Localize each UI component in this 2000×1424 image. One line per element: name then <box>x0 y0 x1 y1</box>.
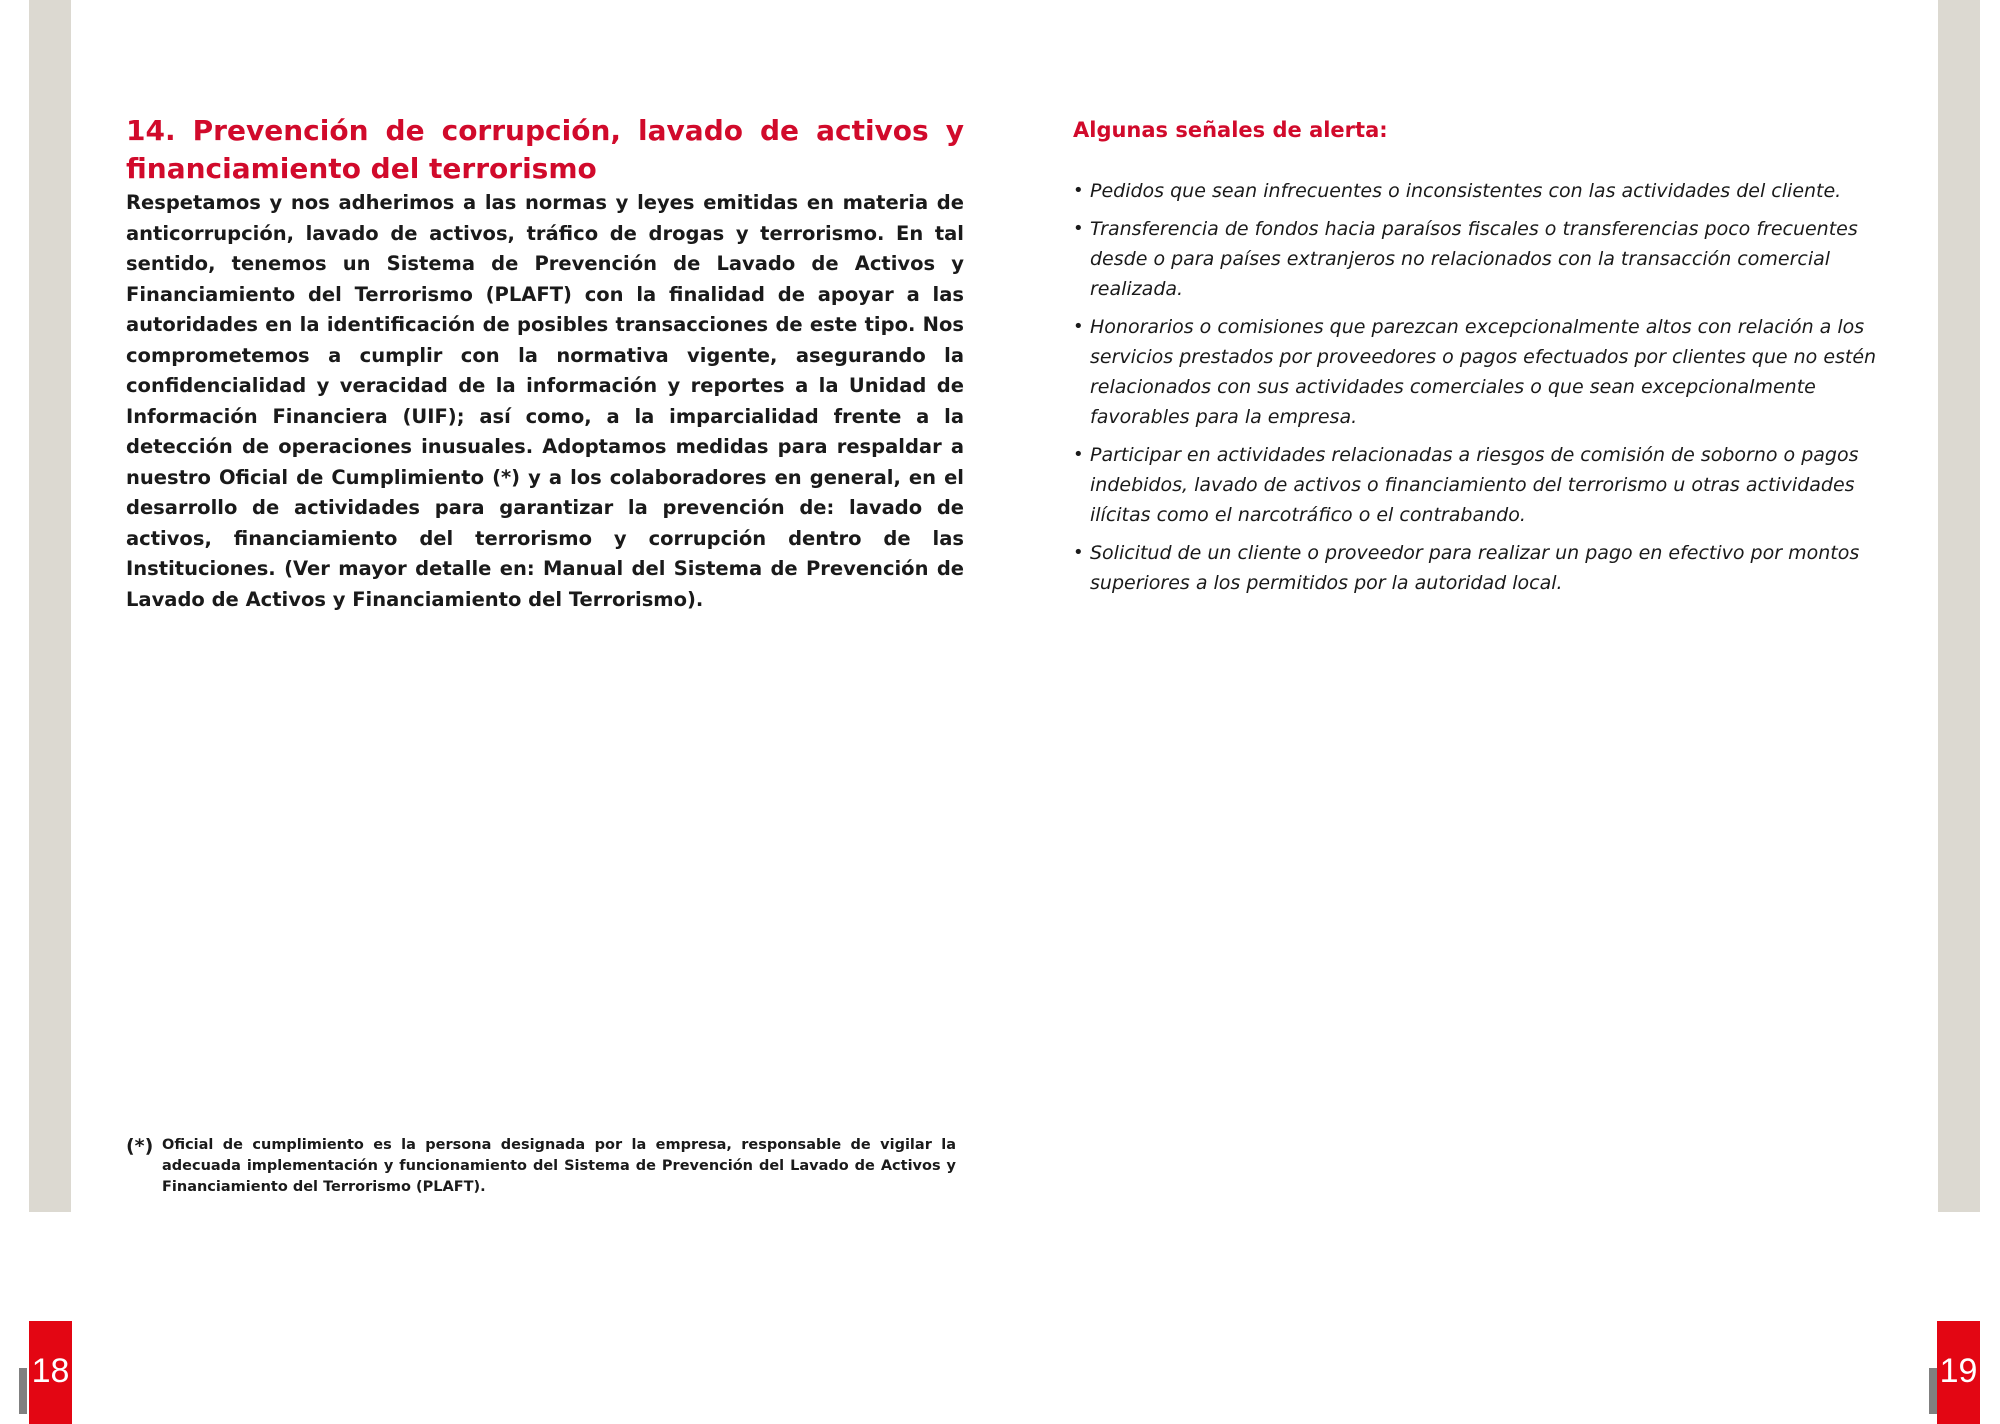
left-page-number-tick <box>19 1368 27 1414</box>
alert-item-text: Transferencia de fondos hacia paraísos fiscales o transferencias poco frecuentes desde o para países extranjeros no relacionados con la transacción comercial realizada. <box>1090 218 1858 300</box>
alert-item-text: Honorarios o comisiones que parezcan excepcionalmente altos con relación a los servicios prestados por proveedores o pagos efectuados por clientes que no estén relacionados con sus actividades comerciales o que sean excepcionalmente favorables para la empresa. <box>1090 316 1877 428</box>
bullet-icon: • <box>1073 542 1084 563</box>
alert-item <box>1073 176 1883 206</box>
left-page-number-badge <box>29 1321 72 1424</box>
alert-item-text: Solicitud de un cliente o proveedor para realizar un pago en efectivo por montos superiores a los permitidos por la autoridad local. <box>1090 542 1860 594</box>
alert-item <box>1073 214 1883 304</box>
alert-signals-title: Algunas señales de alerta: <box>1073 118 1388 142</box>
right-page-number: 19 <box>1939 1352 1978 1390</box>
footnote-mark: (*) <box>126 1135 154 1157</box>
bullet-icon: • <box>1073 444 1084 465</box>
right-page-content <box>1073 114 1883 606</box>
section-title: 14. Prevención de corrupción, lavado de activos y financiamiento del terrorismo <box>126 114 964 185</box>
alert-item <box>1073 538 1883 598</box>
alert-item <box>1073 440 1883 530</box>
footnote <box>126 1135 956 1198</box>
right-page-side-bar <box>1938 0 1980 1212</box>
footnote-text: Oficial de cumplimiento es la persona designada por la empresa, responsable de vigilar la adecuada implementación y funcionamiento del Sistema de Prevención del Lavado de Activos y Financiamiento del Terrorismo (PLAFT). <box>162 1137 956 1195</box>
alert-item <box>1073 312 1883 432</box>
alert-item-text: Participar en actividades relacionadas a riesgos de comisión de soborno o pagos indebidos, lavado de activos o financiamiento del terrorismo u otras actividades ilícitas como el narcotráfico o el contrabando. <box>1090 444 1859 526</box>
alert-item-text: Pedidos que sean infrecuentes o inconsistentes con las actividades del cliente. <box>1090 180 1842 202</box>
bullet-icon: • <box>1073 316 1084 337</box>
right-page-number-tick <box>1929 1368 1937 1414</box>
right-page-number-badge <box>1937 1321 1980 1424</box>
bullet-icon: • <box>1073 218 1084 239</box>
bullet-icon: • <box>1073 180 1084 201</box>
left-page-side-bar <box>29 0 71 1212</box>
left-page-content <box>126 112 964 615</box>
section-body: Respetamos y nos adherimos a las normas y leyes emitidas en materia de anticorrupción, lavado de activos, tráfico de drogas y terrorismo. En tal sentido, tenemos un Sistema de Prevención de Lavado de Activos y Financiamiento del Terrorismo (PLAFT) con la finalidad de apoyar a las autoridades en la identificación de posibles transacciones de este tipo. Nos comprometemos a cumplir con la normativa vigente, asegurando la confidencialidad y veracidad de la información y reportes a la Unidad de Información Financiera (UIF); así como, a la imparcialidad frente a la detección de operaciones inusuales. Adoptamos medidas para respaldar a nuestro Oficial de Cumplimiento (*) y a los colaboradores en general, en el desarrollo de actividades para garantizar la prevención de: lavado de activos, financiamiento del terrorismo y corrupción dentro de las Instituciones. (Ver mayor detalle en: Manual del Sistema de Prevención de Lavado de Activos y Financiamiento del Terrorismo). <box>126 191 964 611</box>
alert-signals-list <box>1073 176 1883 598</box>
left-page-number: 18 <box>31 1352 70 1390</box>
